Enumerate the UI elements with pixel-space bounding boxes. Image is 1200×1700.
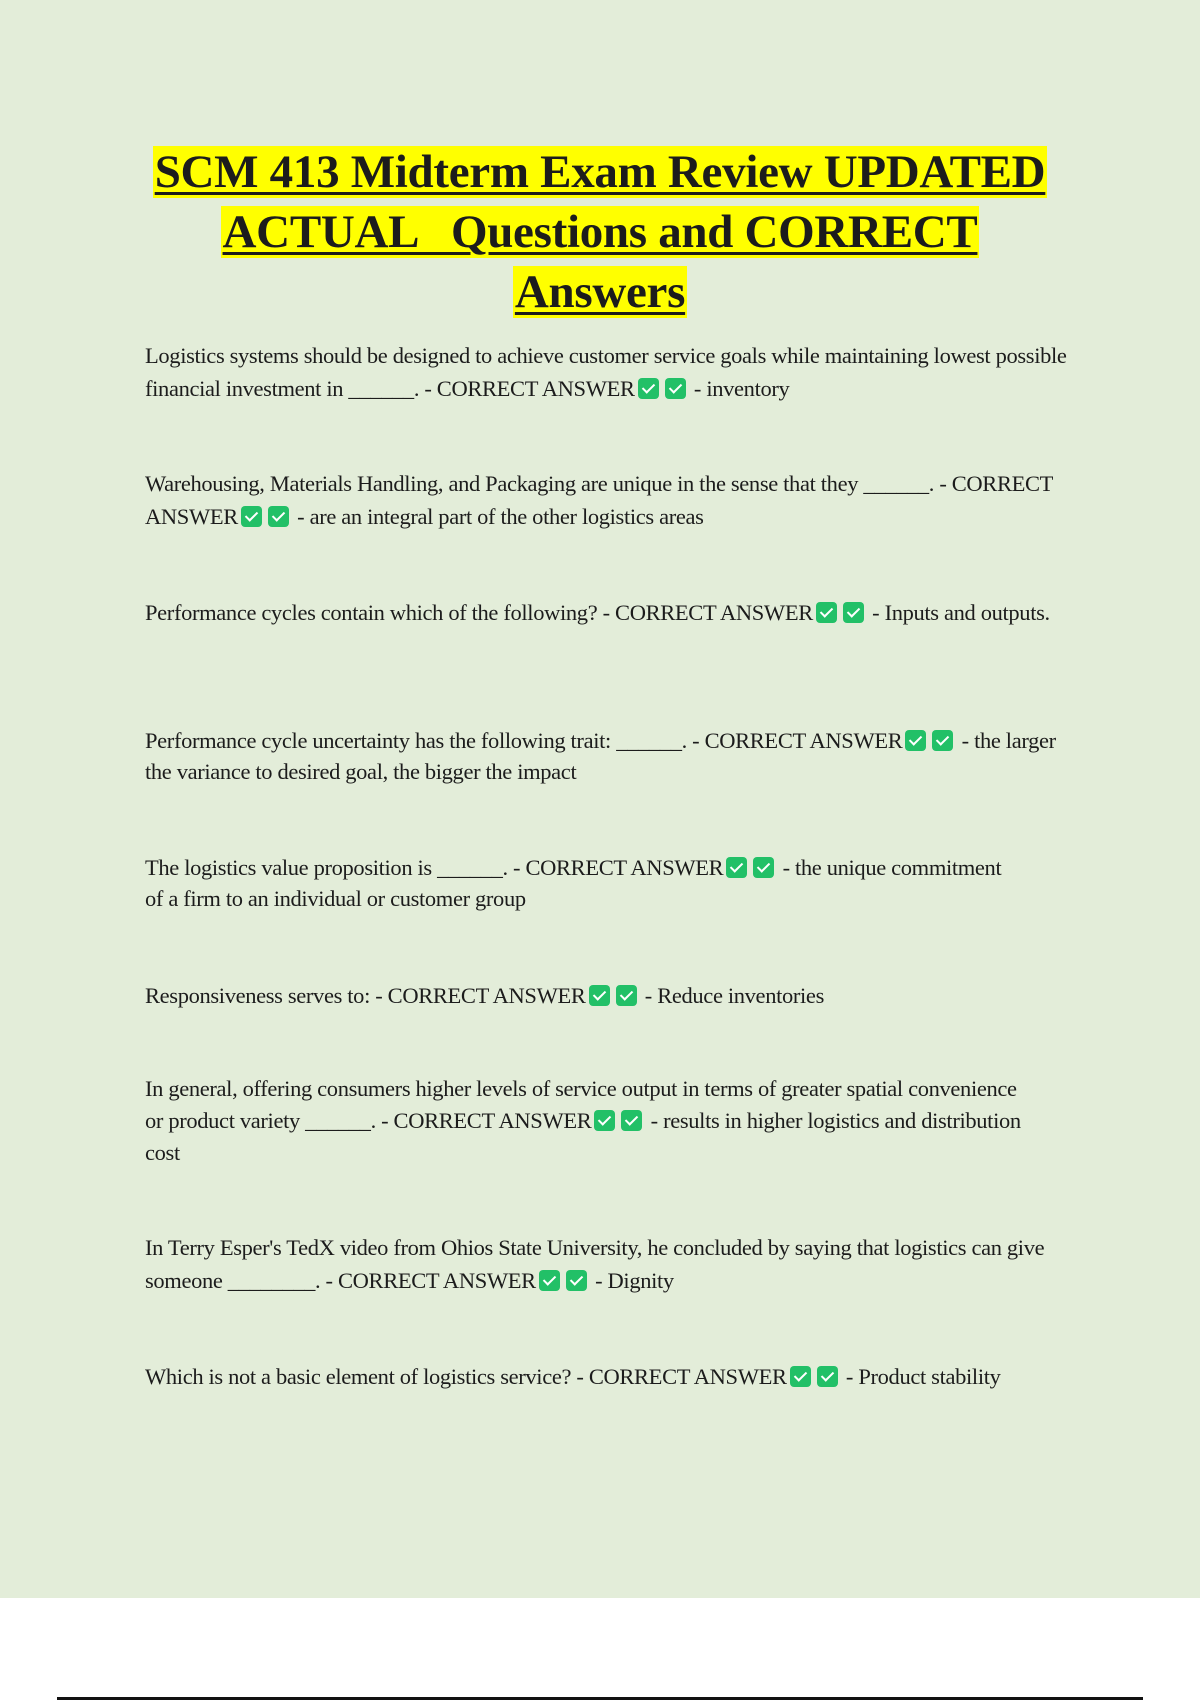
title-line-3: Answers bbox=[514, 266, 686, 318]
document-title bbox=[0, 142, 1200, 322]
answer-text: - inventory bbox=[688, 376, 790, 401]
check-icon bbox=[665, 378, 686, 399]
qa-item-4 bbox=[145, 725, 1075, 787]
question-text: Responsiveness serves to: - bbox=[145, 983, 388, 1008]
check-icon bbox=[268, 506, 289, 527]
qa-item-6 bbox=[145, 979, 1075, 1012]
answer-marker: CORRECT ANSWER bbox=[615, 600, 813, 625]
answer-text: - Dignity bbox=[589, 1268, 674, 1293]
check-icon bbox=[638, 378, 659, 399]
question-text: Logistics systems should be designed to achieve customer service goals while maintaining lowest possible financial investment in ______. - bbox=[145, 343, 1067, 401]
qa-item-3 bbox=[145, 597, 1075, 628]
answer-text: - results in higher logistics and distribution cost bbox=[145, 1108, 1021, 1165]
check-icon bbox=[566, 1270, 587, 1291]
answer-text: - the larger the variance to desired goal, the bigger the impact bbox=[145, 728, 1056, 784]
check-icon bbox=[817, 1366, 838, 1387]
check-icon bbox=[726, 857, 747, 878]
title-line-1: SCM 413 Midterm Exam Review UPDATED bbox=[154, 146, 1046, 198]
answer-text: - Inputs and outputs. bbox=[866, 600, 1050, 625]
check-icon bbox=[539, 1270, 560, 1291]
check-icon bbox=[816, 602, 837, 623]
answer-marker: CORRECT ANSWER bbox=[337, 1268, 536, 1293]
answer-text: - are an integral part of the other logistics areas bbox=[291, 504, 704, 529]
answer-marker: CORRECT ANSWER bbox=[387, 983, 586, 1008]
title-line-2: ACTUAL Questions and CORRECT bbox=[222, 206, 978, 258]
answer-text: - Product stability bbox=[840, 1364, 1001, 1389]
answer-marker: CORRECT ANSWER bbox=[704, 728, 903, 753]
answer-marker: CORRECT ANSWER bbox=[393, 1108, 592, 1133]
answer-text: - the unique commitment of a firm to an individual or customer group bbox=[145, 855, 1002, 911]
question-text: In general, offering consumers higher levels of service output in terms of greater spatial convenience or product variety ______. - bbox=[145, 1076, 1017, 1133]
qa-item-7 bbox=[145, 1073, 1035, 1169]
check-icon bbox=[905, 730, 926, 751]
check-icon bbox=[753, 857, 774, 878]
check-icon bbox=[241, 506, 262, 527]
answer-marker: CORRECT ANSWER bbox=[436, 376, 635, 401]
check-icon bbox=[843, 602, 864, 623]
answer-marker: CORRECT ANSWER bbox=[525, 855, 724, 880]
question-text: In Terry Esper's TedX video from Ohios State University, he concluded by saying that logistics can give someone ________. - bbox=[145, 1235, 1045, 1293]
qa-item-1 bbox=[145, 339, 1075, 405]
check-icon bbox=[790, 1366, 811, 1387]
qa-item-2 bbox=[145, 467, 1075, 533]
question-text: Which is not a basic element of logistics service? - bbox=[145, 1364, 589, 1389]
answer-text: - Reduce inventories bbox=[639, 983, 824, 1008]
check-icon bbox=[932, 730, 953, 751]
check-icon bbox=[594, 1110, 615, 1131]
check-icon bbox=[616, 985, 637, 1006]
check-icon bbox=[621, 1110, 642, 1131]
qa-item-5 bbox=[145, 852, 1005, 914]
qa-item-8 bbox=[145, 1231, 1075, 1297]
question-text: Performance cycles contain which of the following? - bbox=[145, 600, 616, 625]
answer-marker: CORRECT ANSWER bbox=[145, 471, 1053, 529]
question-text: Warehousing, Materials Handling, and Packaging are unique in the sense that they ______. - bbox=[145, 471, 952, 496]
check-icon bbox=[589, 985, 610, 1006]
qa-item-9 bbox=[145, 1361, 1045, 1392]
question-text: Performance cycle uncertainty has the following trait: ______. - bbox=[145, 728, 705, 753]
question-text: The logistics value proposition is ______. - bbox=[145, 855, 526, 880]
answer-marker: CORRECT ANSWER bbox=[588, 1364, 787, 1389]
